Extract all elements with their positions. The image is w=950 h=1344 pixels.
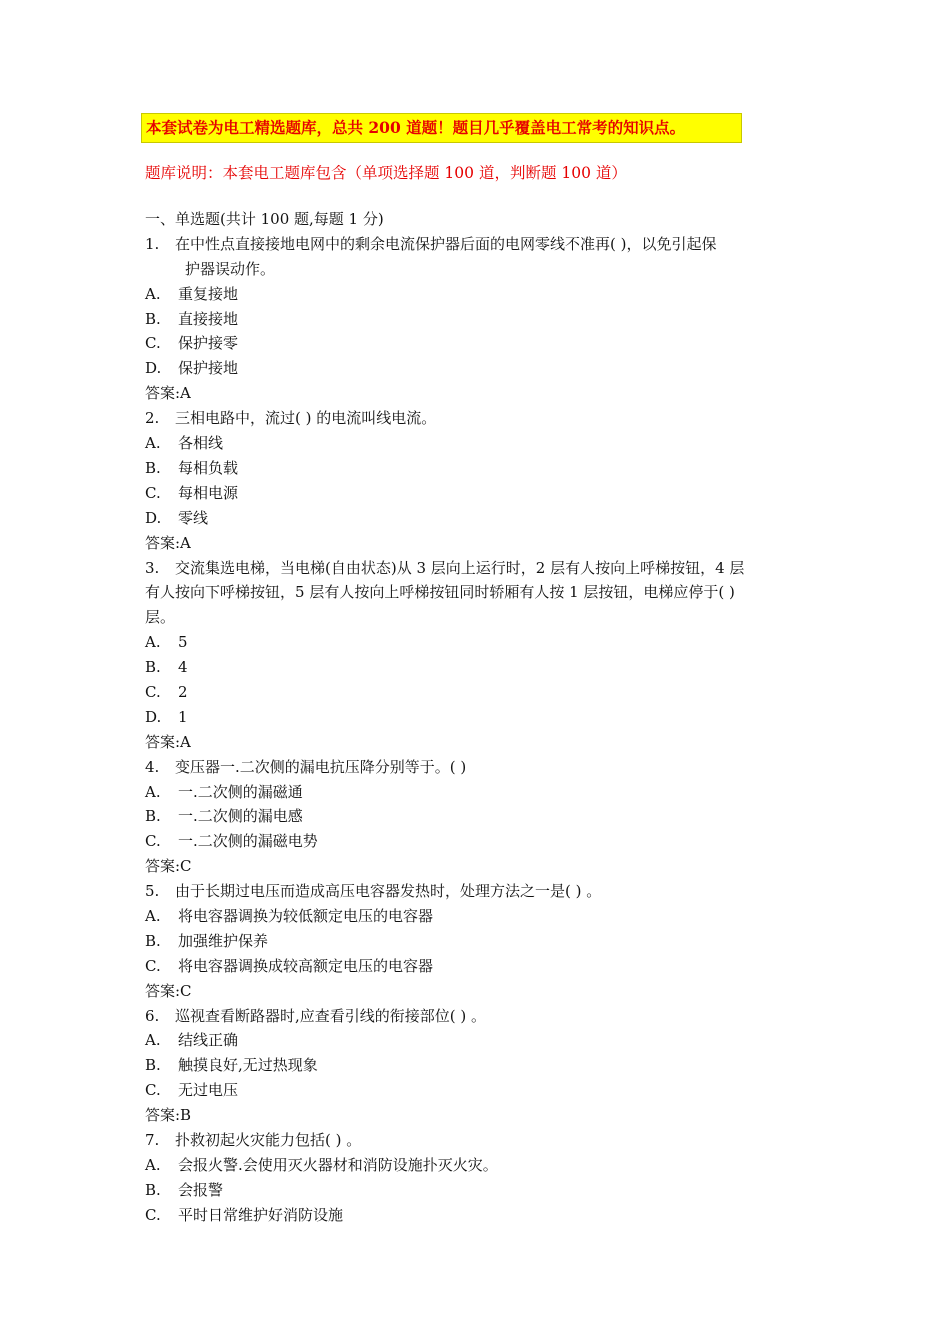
option-label: A. bbox=[145, 284, 161, 303]
option-label: A. bbox=[145, 907, 161, 926]
option-text: 将电容器调换成较高额定电压的电容器 bbox=[178, 956, 434, 975]
option-text: 一.二次侧的漏电感 bbox=[178, 807, 303, 826]
question-text: 扑救初起火灾能力包括( ) 。 bbox=[175, 1131, 362, 1150]
question-text: 在中性点直接接地电网中的剩余电流保护器后面的电网零线不准再( )，以免引起保 bbox=[175, 234, 717, 253]
highlighted-banner: 本套试卷为电工精选题库，总共 200 道题！题目几乎覆盖电工常考的知识点。 bbox=[141, 113, 742, 143]
question-3 bbox=[145, 556, 815, 581]
option-d bbox=[145, 506, 815, 531]
option-text: 每相负载 bbox=[178, 458, 239, 477]
option-text: 保护接零 bbox=[178, 334, 239, 353]
option-a bbox=[145, 630, 815, 655]
option-label: D. bbox=[145, 508, 162, 527]
option-label: B. bbox=[145, 458, 161, 477]
question-6 bbox=[145, 1004, 815, 1029]
option-text: 结线正确 bbox=[178, 1031, 239, 1050]
option-label: D. bbox=[145, 707, 162, 726]
option-c bbox=[145, 954, 815, 979]
option-text: 每相电源 bbox=[178, 483, 239, 502]
question-number: 5. bbox=[145, 882, 160, 901]
question-text: 由于长期过电压而造成高压电容器发热时，处理方法之一是( ) 。 bbox=[175, 882, 602, 901]
question-4 bbox=[145, 755, 815, 780]
option-label: C. bbox=[145, 956, 161, 975]
question-number: 2. bbox=[145, 409, 160, 428]
option-c bbox=[145, 829, 815, 854]
option-d bbox=[145, 705, 815, 730]
option-label: B. bbox=[145, 1180, 161, 1199]
option-text: 无过电压 bbox=[178, 1081, 239, 1100]
option-label: B. bbox=[145, 807, 161, 826]
answer-line: 答案:A bbox=[145, 533, 191, 552]
option-b bbox=[145, 1178, 815, 1203]
option-b bbox=[145, 307, 815, 332]
bank-description: 题库说明：本套电工题库包含（单项选择题 100 道，判断题 100 道） bbox=[145, 164, 627, 182]
answer-line: 答案:C bbox=[145, 981, 192, 1000]
option-label: A. bbox=[145, 782, 161, 801]
answer-line: 答案:B bbox=[145, 1106, 192, 1125]
question-text: 三相电路中，流过( ) 的电流叫线电流。 bbox=[175, 409, 437, 428]
question-text: 变压器一.二次侧的漏电抗压降分别等于。( ) bbox=[175, 757, 467, 776]
option-c bbox=[145, 331, 815, 356]
option-text: 5 bbox=[178, 633, 188, 652]
question-number: 7. bbox=[145, 1131, 160, 1150]
option-text: 保护接地 bbox=[178, 359, 239, 378]
option-text: 4 bbox=[178, 658, 188, 677]
question-5 bbox=[145, 879, 815, 904]
option-c bbox=[145, 481, 815, 506]
question-text: 交流集选电梯，当电梯(自由状态)从 3 层向上运行时，2 层有人按向上呼梯按钮，4 层 bbox=[175, 558, 745, 577]
option-b bbox=[145, 929, 815, 954]
question-text-continued: 层。 bbox=[145, 608, 176, 627]
option-text: 一.二次侧的漏磁电势 bbox=[178, 832, 318, 851]
option-label: A. bbox=[145, 434, 161, 453]
option-label: C. bbox=[145, 682, 161, 701]
option-label: A. bbox=[145, 1031, 161, 1050]
question-7 bbox=[145, 1128, 815, 1153]
option-a bbox=[145, 431, 815, 456]
option-text: 平时日常维护好消防设施 bbox=[178, 1205, 344, 1224]
question-1 bbox=[145, 232, 815, 257]
option-a bbox=[145, 1028, 815, 1053]
option-text: 触摸良好,无过热现象 bbox=[178, 1056, 318, 1075]
option-d bbox=[145, 356, 815, 381]
answer-line: 答案:A bbox=[145, 384, 191, 403]
option-label: A. bbox=[145, 1155, 161, 1174]
option-a bbox=[145, 282, 815, 307]
question-number: 4. bbox=[145, 757, 160, 776]
option-label: C. bbox=[145, 1205, 161, 1224]
option-a bbox=[145, 1153, 815, 1178]
option-c bbox=[145, 1078, 815, 1103]
question-text-continued: 护器误动作。 bbox=[185, 259, 276, 278]
option-text: 直接接地 bbox=[178, 309, 239, 328]
option-text: 1 bbox=[178, 707, 188, 726]
option-text: 将电容器调换为较低额定电压的电容器 bbox=[178, 907, 434, 926]
question-text: 巡视查看断路器时,应查看引线的衔接部位( ) 。 bbox=[175, 1006, 487, 1025]
option-label: C. bbox=[145, 1081, 161, 1100]
option-label: A. bbox=[145, 633, 161, 652]
option-text: 各相线 bbox=[178, 434, 224, 453]
option-text: 重复接地 bbox=[178, 284, 239, 303]
option-label: C. bbox=[145, 483, 161, 502]
option-text: 会报警 bbox=[178, 1180, 224, 1199]
option-label: B. bbox=[145, 309, 161, 328]
question-2 bbox=[145, 406, 815, 431]
option-label: B. bbox=[145, 1056, 161, 1075]
option-label: C. bbox=[145, 832, 161, 851]
question-number: 1. bbox=[145, 234, 160, 253]
option-a bbox=[145, 780, 815, 805]
option-c bbox=[145, 1203, 815, 1228]
option-label: D. bbox=[145, 359, 162, 378]
option-text: 零线 bbox=[178, 508, 209, 527]
option-a bbox=[145, 904, 815, 929]
option-text: 一.二次侧的漏磁通 bbox=[178, 782, 303, 801]
option-text: 会报火警.会使用灭火器材和消防设施扑灭火灾。 bbox=[178, 1155, 498, 1174]
option-c bbox=[145, 680, 815, 705]
option-label: C. bbox=[145, 334, 161, 353]
option-label: B. bbox=[145, 931, 161, 950]
option-label: B. bbox=[145, 658, 161, 677]
option-text: 加强维护保养 bbox=[178, 931, 269, 950]
answer-line: 答案:A bbox=[145, 732, 191, 751]
option-b bbox=[145, 456, 815, 481]
question-text-continued: 有人按向下呼梯按钮，5 层有人按向上呼梯按钮同时轿厢有人按 1 层按钮，电梯应停于( ) bbox=[145, 583, 735, 602]
option-text: 2 bbox=[178, 682, 188, 701]
question-number: 6. bbox=[145, 1006, 160, 1025]
option-b bbox=[145, 804, 815, 829]
answer-line: 答案:C bbox=[145, 857, 192, 876]
section-title: 一、单选题(共计 100 题,每题 1 分) bbox=[145, 210, 384, 228]
option-b bbox=[145, 1053, 815, 1078]
question-number: 3. bbox=[145, 558, 160, 577]
question-list bbox=[145, 207, 815, 1228]
option-b bbox=[145, 655, 815, 680]
